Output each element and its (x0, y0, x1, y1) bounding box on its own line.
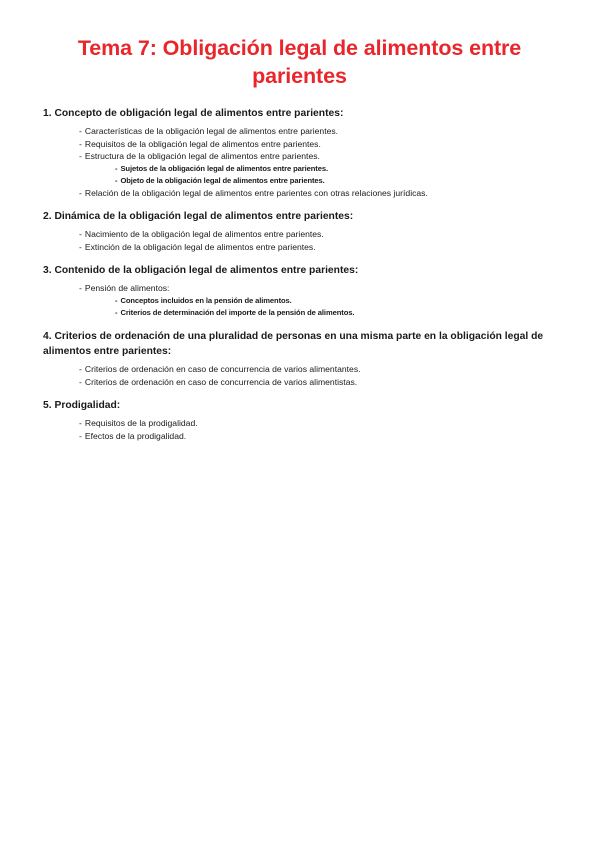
list-item-text: Características de la obligación legal de alimentos entre parientes. (84, 126, 339, 136)
section-4 (43, 329, 563, 388)
sub-list-item: - Sujetos de la obligación legal de alimentos entre parientes. (115, 163, 328, 173)
section-items (43, 417, 563, 442)
section-heading: 2. Dinámica de la obligación legal de alimentos entre parientes: (43, 211, 354, 223)
list-item-text: Extinción de la obligación legal de alimentos entre parientes. (84, 241, 316, 252)
list-item: - Nacimiento de la obligación legal de alimentos entre parientes. (79, 229, 324, 240)
list-item: - Pensión de alimentos: - Conceptos incluidos en la pensión de alimentos. - Criterios de determinación del importe de la pensión de alimentos. (79, 282, 563, 319)
list-item: - Criterios de ordenación en caso de concurrencia de varios alimentistas. (79, 376, 358, 387)
document-content (43, 106, 563, 452)
sub-items (79, 295, 563, 319)
list-item: - Extinción de la obligación legal de alimentos entre parientes. (79, 241, 316, 252)
sub-list-item-text: Conceptos incluidos en la pensión de alimentos. (120, 295, 292, 305)
section-items (43, 228, 563, 253)
list-item: - Requisitos de la prodigalidad. (79, 418, 198, 429)
list-item-text: Efectos de la prodigalidad. (84, 430, 187, 441)
sub-list-item-text: Sujetos de la obligación legal de alimentos entre parientes. (120, 163, 328, 173)
section-heading: 5. Prodigalidad: (43, 400, 121, 412)
list-item-text: Criterios de ordenación en caso de concurrencia de varios alimentistas. (84, 376, 358, 387)
section-2 (43, 209, 563, 253)
list-item: - Requisitos de la obligación legal de alimentos entre parientes. (79, 138, 321, 149)
section-1 (43, 106, 563, 199)
sub-list-item: - Criterios de determinación del importe de la pensión de alimentos. (115, 308, 355, 318)
sub-items (79, 163, 563, 187)
section-items (43, 282, 563, 319)
section-items (43, 125, 563, 199)
list-item-text: Relación de la obligación legal de alimentos entre parientes con otras relaciones jurídicas. (84, 187, 428, 198)
list-item-text: Nacimiento de la obligación legal de alimentos entre parientes. (84, 229, 324, 240)
sub-list-item-text: Criterios de determinación del importe de la pensión de alimentos. (120, 308, 355, 318)
list-item-text: Pensión de alimentos: (84, 283, 170, 294)
section-heading: 1. Concepto de obligación legal de alimentos entre parientes: (43, 108, 344, 119)
list-item-text: Requisitos de la obligación legal de alimentos entre parientes. (84, 138, 321, 149)
section-5 (43, 398, 563, 442)
section-heading: 4. Criterios de ordenación de una pluralidad de personas en una misma parte en la obligación legal de alimentos entre parientes: (43, 331, 544, 358)
section-heading: 3. Contenido de la obligación legal de alimentos entre parientes: (43, 265, 359, 277)
list-item-text: Criterios de ordenación en caso de concurrencia de varios alimentantes. (84, 364, 361, 375)
section-items (43, 363, 563, 388)
list-item: - Efectos de la prodigalidad. (79, 430, 187, 441)
list-item: - Características de la obligación legal de alimentos entre parientes. (79, 126, 339, 136)
document-title: Tema 7: Obligación legal de alimentos entre parientes (77, 36, 522, 88)
sub-list-item: - Objeto de la obligación legal de alimentos entre parientes. (115, 175, 325, 185)
list-item: - Criterios de ordenación en caso de concurrencia de varios alimentantes. (79, 364, 361, 375)
sub-list-item-text: Objeto de la obligación legal de alimentos entre parientes. (120, 175, 325, 185)
list-item: - Estructura de la obligación legal de alimentos entre parientes. - Sujetos de la obligación legal de alimentos entre parientes. - Objeto de la obligación legal de alimentos entre parientes. (79, 150, 563, 187)
section-3 (43, 263, 563, 319)
list-item: - Relación de la obligación legal de alimentos entre parientes con otras relaciones jurídicas. (79, 187, 428, 198)
sub-list-item: - Conceptos incluidos en la pensión de alimentos. (115, 295, 292, 305)
list-item-text: Estructura de la obligación legal de alimentos entre parientes. (84, 151, 320, 161)
list-item-text: Requisitos de la prodigalidad. (84, 418, 198, 429)
